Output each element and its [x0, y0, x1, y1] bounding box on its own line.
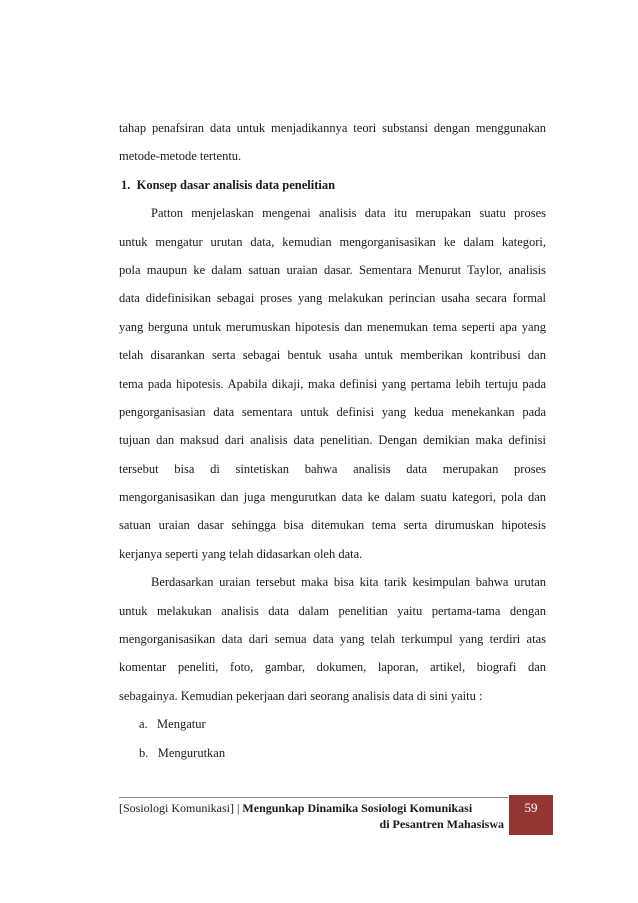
body-text [119, 120, 546, 773]
paragraph-line: Berdasarkan uraian tersebut maka bisa kita tarik kesimpulan bahwa urutan [151, 575, 546, 590]
footer-divider [119, 797, 508, 798]
paragraph-line: telah disarankan serta sebagai bentuk usaha untuk memberikan kontribusi dan [119, 348, 546, 363]
paragraph-line: Patton menjelaskan mengenai analisis data itu merupakan suatu proses [151, 206, 546, 221]
paragraph-line: mengorganisasikan data dari semua data yang telah terkumpul yang terdiri atas [119, 632, 546, 647]
paragraph-line: pola maupun ke dalam satuan uraian dasar. Sementara Menurut Taylor, analisis [119, 262, 546, 277]
paragraph-line: yang berguna untuk merumuskan hipotesis dan menemukan tema seperti apa yang [119, 319, 546, 334]
paragraph-line: tema pada hipotesis. Apabila dikaji, maka definisi yang pertama lebih tertuju pada [119, 376, 546, 391]
page-footer [119, 800, 504, 832]
paragraph-line: komentar peneliti, foto, gambar, dokumen, laporan, artikel, biografi dan [119, 660, 546, 675]
paragraph-line: tahap penafsiran data untuk menjadikannya teori substansi dengan menggunakan [119, 121, 546, 135]
paragraph-line: untuk mengatur urutan data, kemudian mengorganisasikan ke dalam kategori, [119, 234, 546, 249]
paragraph-line: data didefinisikan sebagai proses yang melakukan perincian usaha secara formal [119, 291, 546, 306]
paragraph-line: untuk melakukan analisis data dalam penelitian yaitu pertama-tama dengan [119, 603, 546, 618]
paragraph-line: satuan uraian dasar sehingga bisa ditemukan tema serta dirumuskan hipotesis [119, 518, 546, 533]
paragraph-line: sebagainya. Kemudian pekerjaan dari seorang analisis data di sini yaitu : [119, 688, 483, 703]
paragraph-line: pengorganisasian data sementara untuk definisi yang kedua menekankan pada [119, 404, 546, 419]
footer-title-line1: Mengunkap Dinamika Sosiologi Komunikasi [242, 801, 473, 815]
paragraph-line: tersebut bisa di sintetiskan bahwa analisis data merupakan proses [119, 461, 546, 476]
section-heading: 1. Konsep dasar analisis data penelitian [121, 177, 336, 192]
paragraph-line: kerjanya seperti yang telah didasarkan oleh data. [119, 546, 363, 561]
page-number: 59 [509, 795, 553, 835]
footer-separator: | [234, 801, 243, 815]
list-item: b. Mengurutkan [139, 745, 226, 760]
paragraph-line: mengorganisasikan dan juga mengurutkan data ke dalam suatu kategori, pola dan [119, 490, 546, 505]
footer-title-line2: di Pesantren Mahasiswa [379, 817, 504, 831]
list-item: a. Mengatur [139, 717, 206, 732]
footer-course: [Sosiologi Komunikasi] [119, 801, 235, 815]
paragraph-line: tujuan dan maksud dari analisis data penelitian. Dengan demikian maka definisi [119, 433, 546, 448]
paragraph-line: metode-metode tertentu. [119, 149, 242, 164]
